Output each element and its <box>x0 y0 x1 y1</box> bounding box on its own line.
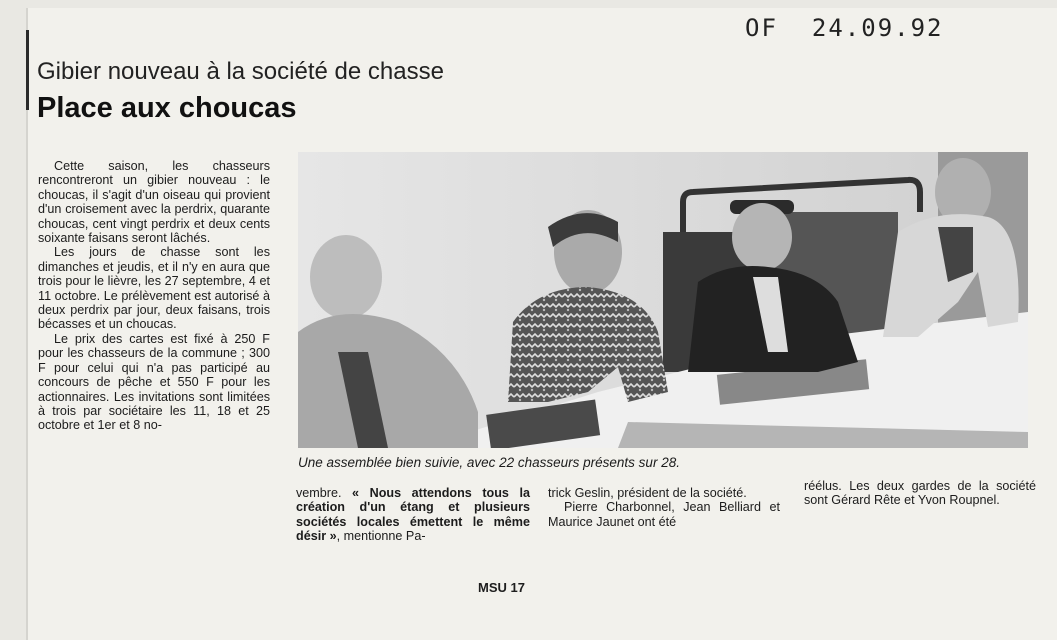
photo-caption: Une assemblée bien suivie, avec 22 chasseurs présents sur 28. <box>298 455 680 470</box>
handwritten-source: OF <box>745 14 778 42</box>
article-column-4 <box>804 479 1036 508</box>
article-title: Place aux choucas <box>37 92 297 124</box>
article-kicker: Gibier nouveau à la société de chasse <box>37 58 444 85</box>
quote-bold: « Nous attendons tous la création d'un étang et plusieurs sociétés locales émettent le même désir » <box>296 486 530 544</box>
text-span: , mentionne Pa- <box>336 529 426 544</box>
handwritten-source-note <box>745 14 944 42</box>
meeting-photo-image <box>298 152 1028 448</box>
article-column-3 <box>548 486 780 529</box>
paragraph: Le prix des cartes est fixé à 250 F pour les chasseurs de la commune ; 300 F pour celui qui n'a pas participé au concours de pêche et 550 F pour les actionnaires. Les invitations sont limitées à trois par sociétaire les 11, 18 et 25 octobre et 1er et 8 no- <box>38 331 270 433</box>
paragraph: Cette saison, les chasseurs rencontreront un gibier nouveau : le choucas, il s'agit d'un oiseau qui provient d'un croisement avec la perdrix, quarante choucas, cent vingt perdrix et deux cents soixante faisans seront lâchés. <box>38 159 270 246</box>
handwritten-date: 24.09.92 <box>811 14 944 42</box>
article-column-1 <box>38 159 270 433</box>
page-footer-code: MSU 17 <box>478 580 525 595</box>
paragraph: Les jours de chasse sont les dimanches et jeudis, et il n'y en aura que trois pour le lièvre, les 27 septembre, 4 et 11 octobre. Le prélèvement est autorisé à deux perdrix par jour, deux faisans, trois bécasses et un choucas. <box>38 245 270 332</box>
paragraph: Pierre Charbonnel, Jean Belliard et Maurice Jaunet ont été <box>548 500 780 529</box>
text-span: vembre. <box>296 486 353 500</box>
clipping-edge-mark <box>26 30 29 110</box>
paragraph <box>296 486 530 544</box>
paragraph: trick Geslin, président de la société. <box>548 486 747 500</box>
meeting-photo <box>298 152 1028 448</box>
article-column-2 <box>296 486 530 544</box>
paragraph: réélus. Les deux gardes de la société sont Gérard Rête et Yvon Roupnel. <box>804 479 1036 508</box>
